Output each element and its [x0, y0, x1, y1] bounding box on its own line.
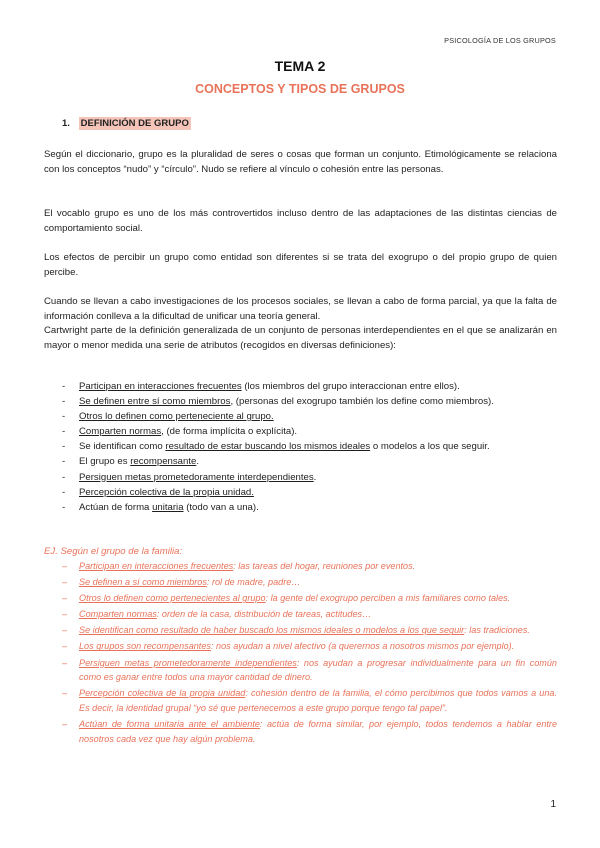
list-item: – Otros lo definen como pertenecientes al grupo: la gente del exogrupo perciben a mis familiares como tales. — [62, 591, 557, 606]
list-item: – Participan en interacciones frecuentes: las tareas del hogar, reuniones por eventos. — [62, 559, 557, 574]
list-item: – Se identifican como resultado de haber buscado los mismos ideales o modelos a los que seguir: las tradiciones. — [62, 623, 557, 638]
list-item: – Comparten normas: orden de la casa, distribución de tareas, actitudes… — [62, 607, 557, 622]
list-item: – Se definen a sí como miembros: rol de madre, padre… — [62, 575, 557, 590]
example-title: EJ. Según el grupo de la familia: — [44, 546, 183, 557]
list-item: – Actúan de forma unitaria ante el ambiente: actúa de forma similar, por ejemplo, todos tendemos a hablar entre nosotros cada vez que hay algún problema. — [62, 717, 557, 746]
paragraph-definition: Según el diccionario, grupo es la pluralidad de seres o cosas que forman un conjunto. Etimológicamente se relaciona con los conceptos “nudo” y “círculo”. Nudo se refiere al vínculo o cohesión entre las personas. — [44, 149, 557, 176]
paragraph-investigaciones: Cuando se llevan a cabo investigaciones de los procesos sociales, se llevan a cabo de forma parcial, ya que la falta de información conlleva a la dificultad de unificar una teoría general. — [44, 296, 557, 323]
section-heading-text: DEFINICIÓN DE GRUPO — [80, 118, 189, 129]
list-item: - Otros lo definen como perteneciente al grupo. — [62, 409, 557, 424]
paragraph-cartwright: Cartwright parte de la definición generalizada de un conjunto de personas interdependientes en el que se analizarán en mayor o menor medida una serie de atributos (recogidos en diversas definiciones): — [44, 325, 557, 352]
list-item: - Actúan de forma unitaria (todo van a una). — [62, 500, 557, 515]
list-item: – Persiguen metas prometedoramente independientes: nos ayudan a progresar individualmente para un fin común como es ganar entre todos una mayor cantidad de dinero. — [62, 656, 557, 685]
list-item: - Comparten normas, (de forma implícita o explícita). — [62, 424, 557, 439]
page-number: 1 — [550, 799, 556, 810]
list-item: - Se definen entre sí como miembros, (personas del exogrupo también los define como miembros). — [62, 394, 557, 409]
document-subtitle: CONCEPTOS Y TIPOS DE GRUPOS — [195, 82, 405, 96]
document-title: TEMA 2 — [274, 58, 326, 74]
list-item: - Percepción colectiva de la propia unidad. — [62, 485, 557, 500]
paragraph-efectos: Los efectos de percibir un grupo como entidad son diferentes si se trata del exogrupo o del propio grupo de quien percibe. — [44, 252, 557, 279]
example-list — [62, 559, 557, 748]
section-heading — [62, 118, 191, 129]
list-item: – Los grupos son recompensantes: nos ayudan a nivel afectivo (a querernos a nosotros mismos por ejemplo). — [62, 639, 557, 654]
list-item: - Participan en interacciones frecuentes (los miembros del grupo interaccionan entre ellos). — [62, 379, 557, 394]
running-header: PSICOLOGÍA DE LOS GRUPOS — [444, 36, 556, 45]
list-item: - Se identifican como resultado de estar buscando los mismos ideales o modelos a los que seguir. — [62, 439, 557, 454]
attribute-list — [62, 379, 557, 515]
list-item: - Persiguen metas prometedoramente interdependientes. — [62, 470, 557, 485]
paragraph-vocablo: El vocablo grupo es uno de los más controvertidos incluso dentro de las adaptaciones de las distintas ciencias de comportamiento social. — [44, 208, 557, 235]
list-item: – Percepción colectiva de la propia unidad: cohesión dentro de la familia, el cómo percibimos que todos vamos a una. Es decir, la identidad grupal “yo sé que pertenecemos a este grupo porque tengo tal papel”. — [62, 686, 557, 715]
section-number: 1. — [62, 118, 70, 129]
list-item: - El grupo es recompensante. — [62, 454, 557, 469]
